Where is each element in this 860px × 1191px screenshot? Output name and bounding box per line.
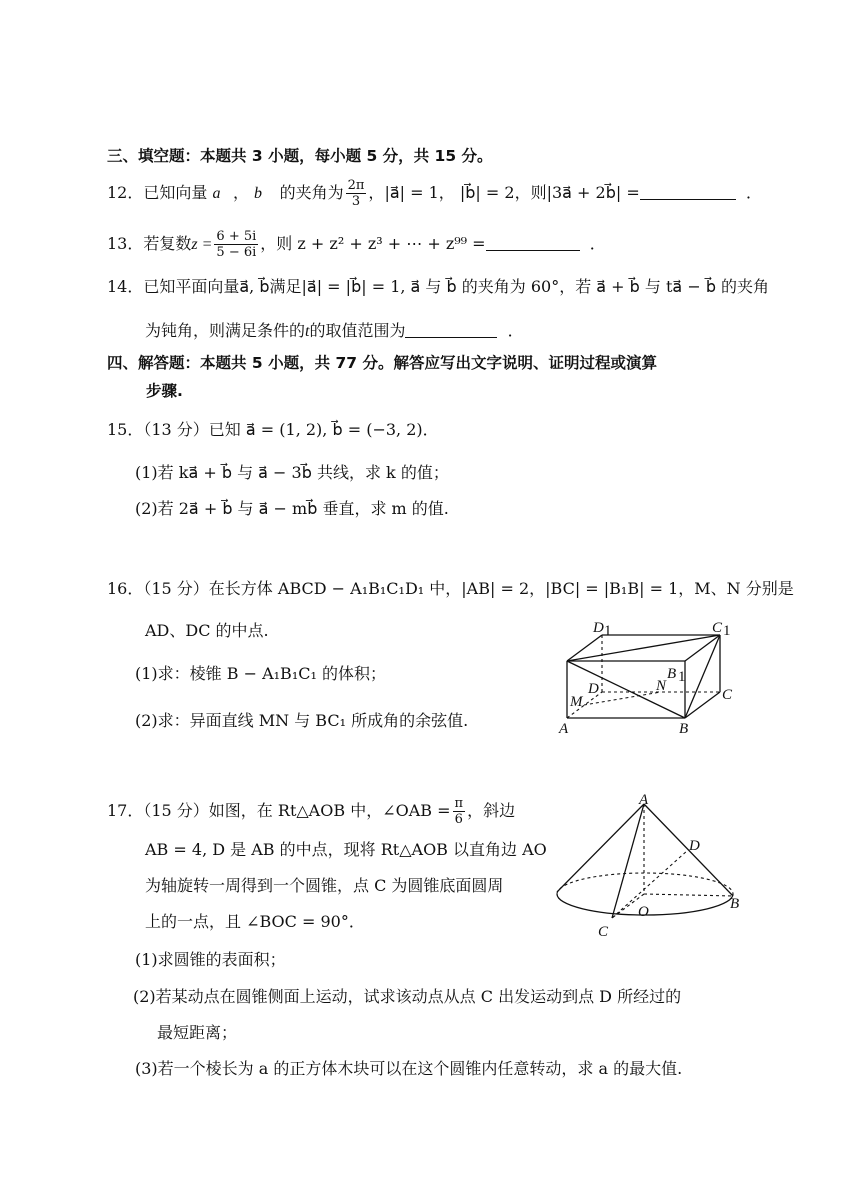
q12-mag-a: |a⃗| = 1 (384, 183, 439, 202)
q17-head-a: 17．（15 分）如图，在 Rt△AOB 中，∠OAB = (107, 801, 451, 820)
q13-text-1: 若复数 (143, 234, 192, 253)
question-14-line-1 (107, 276, 769, 298)
q14-answer-blank[interactable] (405, 321, 497, 338)
question-17-part-2: (2)若某动点在圆锥侧面上运动，试求该动点从点 C 出发运动到点 D 所经过的 (133, 987, 682, 1006)
label-N: N (656, 678, 667, 694)
q14-text-line-2a: 为钝角，则满足条件的 (145, 321, 306, 340)
question-17-part-3: (3)若一个棱长为 a 的正方体木块可以在这个圆锥内任意转动，求 a 的最大值. (135, 1059, 683, 1078)
question-17-part-2-cont: 最短距离； (157, 1023, 238, 1042)
section-4-heading-cont: 步骤. (146, 382, 183, 400)
svg-text:1: 1 (723, 623, 731, 639)
q13-expression: z + z² + z³ + ⋯ + z⁹⁹ = (297, 234, 486, 253)
q13-z-equals: z = (191, 236, 213, 253)
label-C1: C (712, 620, 723, 636)
svg-text:1: 1 (678, 669, 686, 685)
question-14-line-2: 为钝角，则满足条件的t的取值范围为 ． (145, 321, 524, 340)
q13-text-2: ，则 (260, 234, 293, 253)
label-M: M (570, 694, 583, 710)
q12-text-3: ，则 (514, 183, 547, 202)
q13-number: 13． (107, 234, 144, 253)
q13-end: ． (589, 234, 606, 253)
label-D: D (588, 681, 599, 697)
q12-answer-blank[interactable] (640, 183, 736, 200)
q14-text-line-2b: 的取值范围为 (309, 321, 406, 340)
question-16-line-2: AD、DC 的中点. (145, 621, 269, 640)
cone-figure (552, 790, 752, 940)
q12-fraction: $\frac{2\pi}{3}$ (347, 178, 365, 209)
q12-number: 12． (107, 183, 144, 202)
question-16-head: 16．（15 分）在长方体 ABCD − A₁B₁C₁D₁ 中，|AB| = 2，|BC| = |B₁B| = 1，M、N 分别是 (107, 579, 794, 598)
section-4-heading: 四、解答题：本题共 5 小题，共 77 分。解答应写出文字说明、证明过程或演算 (107, 354, 657, 372)
question-15-head: 15．（13 分）已知 a⃗ = (1, 2), b⃗ = (−3, 2)． (107, 420, 439, 439)
label-D: D (689, 838, 700, 854)
q12-text-1: 已知向量 (143, 183, 208, 202)
question-17-line-2: AB = 4, D 是 AB 的中点，现将 Rt△AOB 以直角边 AO (145, 840, 547, 859)
question-13 (107, 229, 606, 260)
q13-fraction: $\frac{6 + 5i}{5 - 6i}$ (216, 229, 257, 260)
q14-number: 14． (107, 277, 144, 296)
label-D1: D (593, 620, 604, 636)
label-B1: B (667, 666, 677, 682)
label-O: O (638, 904, 649, 920)
label-C: C (722, 687, 733, 703)
q12-text-2: 的夹角为 (279, 183, 344, 202)
question-17-head (107, 796, 515, 827)
label-C: C (598, 924, 609, 940)
question-17-part-1: (1)求圆锥的表面积； (135, 950, 286, 969)
cone-labels (598, 792, 739, 940)
question-16-part-1: (1)求：棱锥 B − A₁B₁C₁ 的体积； (135, 664, 386, 683)
label-B: B (730, 896, 740, 912)
svg-text:1: 1 (604, 623, 612, 639)
q12-expression: |3a⃗ + 2b⃗| = (546, 183, 640, 202)
section-3-heading: 三、填空题：本题共 3 小题，每小题 5 分，共 15 分。 (107, 147, 493, 165)
q17-head-b: ，斜边 (467, 801, 516, 820)
question-17-line-4: 上的一点，且 ∠BOC = 90°． (145, 912, 365, 931)
question-12: 12．已知向量 a⃗， b⃗ 的夹角为 $\frac{2\pi}{3}$ ，|a⃗| = 1， |b⃗| = 2，则|3a⃗ + 2b⃗| = ． (107, 178, 762, 209)
question-15-part-2: (2)若 2a⃗ + b⃗ 与 a⃗ − mb⃗ 垂直，求 m 的值. (135, 499, 449, 518)
label-A: A (559, 721, 569, 737)
question-17-line-3: 为轴旋转一周得到一个圆锥，点 C 为圆锥底面圆周 (145, 876, 504, 895)
q14-text-line-1: 已知平面向量a⃗, b⃗满足|a⃗| = |b⃗| = 1, a⃗ 与 b⃗ 的夹角为 60°，若 a⃗ + b⃗ 与 ta⃗ − b⃗ 的夹角 (143, 277, 770, 296)
q17-fraction: $\frac{\pi}{6}$ (454, 796, 464, 827)
q12-mag-b: |b⃗| = 2 (459, 183, 515, 202)
question-16-part-2: (2)求：异面直线 MN 与 BC₁ 所成角的余弦值. (135, 711, 469, 730)
cuboid-figure (555, 618, 755, 744)
question-15-part-1: (1)若 ka⃗ + b⃗ 与 a⃗ − 3b⃗ 共线，求 k 的值； (135, 463, 449, 482)
label-B: B (679, 721, 689, 737)
q13-answer-blank[interactable] (486, 234, 580, 251)
q12-end: ． (745, 183, 762, 202)
q14-end: ． (507, 321, 524, 340)
label-A: A (639, 792, 649, 808)
